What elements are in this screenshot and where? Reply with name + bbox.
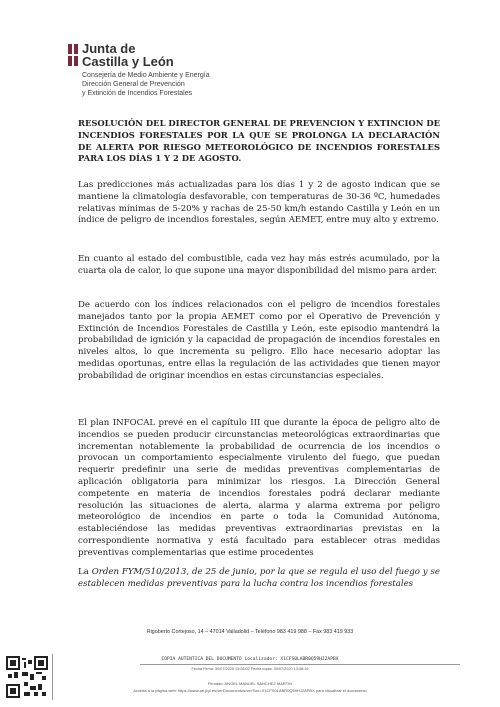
coat-of-arms-icon: [68, 44, 78, 68]
body-paragraph-4: El plan INFOCAL prevé en el capítulo III que durante la época de peligro alto de incendios se pueden producir circunstancias meteorológicas extraordinarias que incrementan notablemente la probabilidad de ocurrencia de los incendios o provocan un comportamiento especialmente virulento del fuego, que puedan requerir predefinir una serie de medidas preventivas complementarias de aplicación obligatoria para minimizar los riesgos. La Dirección General competente en materia de incendios forestales podrá declarar mediante resolución las situaciones de alerta, alarma y alarma extrema por peligro meteorológico de incendios en parte o toda la Comunidad Autónoma, estableciéndose las medidas preventivas extraordinarias previstas en la correspondiente normativa y está facultado para establecer otras medidas preventivas complementarias que estime procedentes: [78, 418, 440, 558]
org-name: [82, 42, 174, 68]
verification-url: Acceda a la página web: https://www.ae.jcyl.es/verDocumentos/ver?loc=X1CFS0LABR0Q59HJ2APBX para visualizar el documento: [133, 688, 367, 693]
paragraph-lead-word: La: [78, 567, 89, 577]
department-name: [82, 71, 210, 98]
footer-address: Rigoberto Cortejoso, 14 – 47014 Valladolid – Teléfono 983 419 988 – Fax 983 419 933: [146, 629, 354, 635]
org-name-line2: Castilla y León: [82, 54, 174, 69]
csv-underline: [140, 664, 460, 665]
signature-dates: Fecha Firma: 30/07/2020 13:28:02 Fecha copia: 30/07/2020 13:38:16: [191, 667, 309, 671]
department-line1: Consejería de Medio Ambiente y Energía: [82, 72, 210, 79]
signed-by: Firmado: ANGEL MANUEL SANCHEZ MARTIN: [207, 681, 293, 686]
department-line3: y Extinción de Incendios Forestales: [82, 90, 193, 97]
body-paragraph-1: Las predicciones más actualizadas para los días 1 y 2 de agosto indican que se mantiene la climatología desfavorable, con temperaturas de 30-36 ºC, humedades relativas mínimas de 5-20% y rachas de 25-50 km/h estando Castilla y León en un índice de peligro de incendios forestales, según AEMET, entre muy alto y extremo.: [78, 180, 440, 226]
org-name-line1: Junta de: [82, 41, 136, 56]
body-paragraph-5: [78, 567, 440, 591]
department-line2: Dirección General de Prevención: [82, 81, 185, 88]
legal-reference-text: Orden FYM/510/2013, de 25 de junio, por la que se regula el uso del fuego y se establecen medidas preventivas para la lucha contra los incendios forestales: [78, 567, 441, 589]
body-paragraph-2: En cuanto al estado del combustible, cada vez hay más estrés acumulado, por la cuarta ola de calor, lo que supone una mayor disponibilidad del mismo para arder.: [78, 254, 440, 276]
document-title: RESOLUCIÓN DEL DIRECTOR GENERAL DE PREVENCION Y EXTINCION DE INCENDIOS FORESTALES POR LA QUE SE PROLONGA LA DECLARACIÓN DE ALERTA POR RIESGO METEOROLÓGICO DE INCENDIOS FORESTALES PARA LOS DÍAS 1 Y 2 DE AGOSTO.: [78, 118, 440, 164]
body-paragraph-3: De acuerdo con los índices relacionados con el peligro de incendios forestales manejados tanto por la propia AEMET como por el Operativo de Prevención y Extinción de Incendios Forestales de Castilla y León, este episodio mantendrá la probabilidad de ignición y la capacidad de propagación de incendios forestales en niveles altos, lo que incrementa su peligro. Ello hace necesario adoptar las medidas oportunas, entre ellas la regulación de las actividades que tienen mayor probabilidad de originar incendios en estas circunstancias especiales.: [78, 300, 440, 381]
csv-locator: COPIA AUTENTICA DEL DOCUMENTO Localizador: X1CFS0LABR0Q59HJ2APBX: [161, 657, 339, 662]
org-logo: [68, 42, 278, 106]
